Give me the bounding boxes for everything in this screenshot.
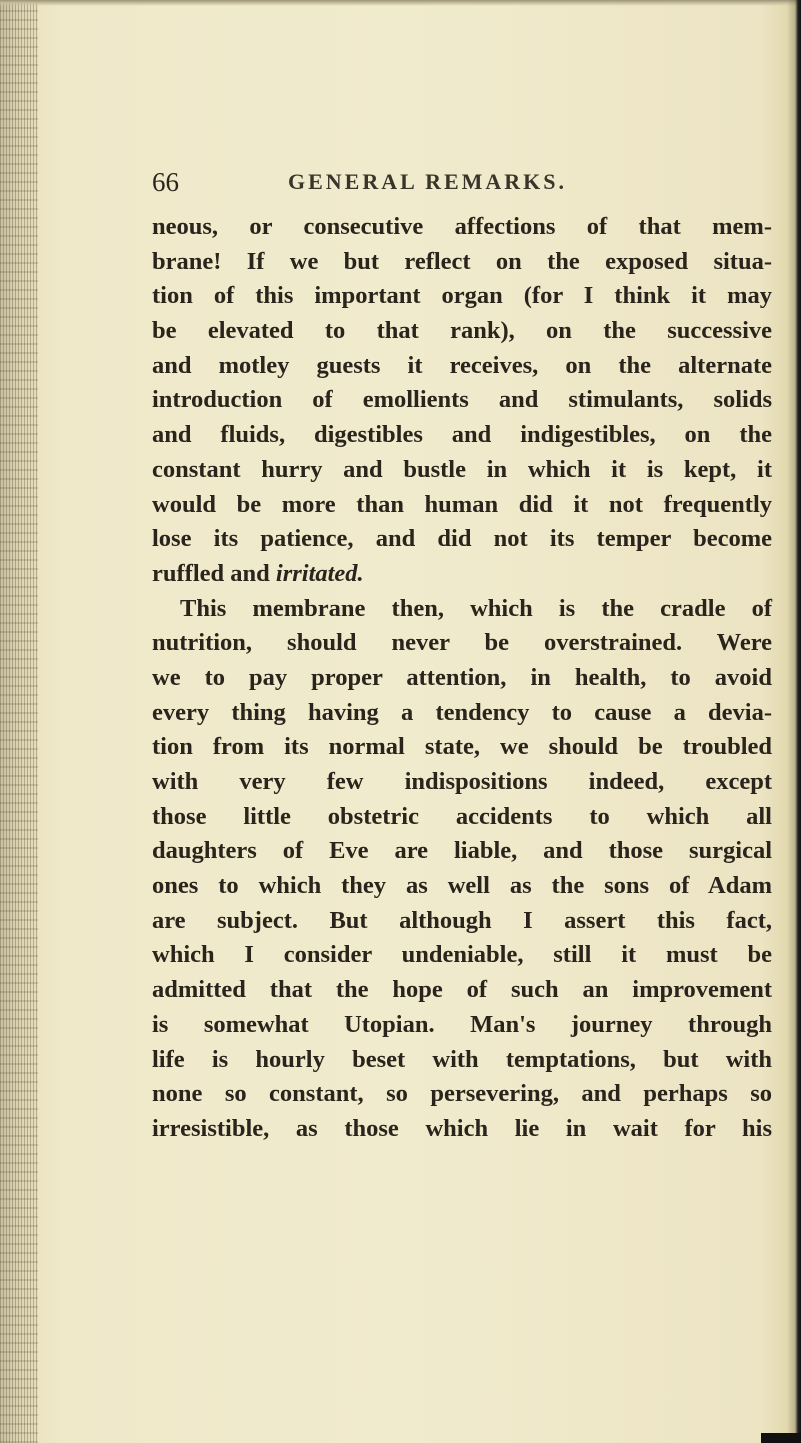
text-line: would be more than human did it not frequently [152, 490, 772, 518]
running-title: GENERAL REMARKS. [288, 169, 568, 194]
text-line: neous, or consecutive affections of that mem- [152, 213, 772, 240]
text-line-final [152, 557, 772, 592]
text-line: and fluids, digestibles and indigestibles, on the [152, 421, 772, 449]
text-line: none so constant, so persevering, and perhaps so [152, 1080, 772, 1108]
text-line: those little obstetric accidents to which all [152, 802, 772, 830]
body-text [152, 210, 772, 1147]
text-line: nutrition, should never be overstrained. Were [152, 629, 772, 657]
emphasis-text: irritated. [275, 559, 364, 587]
text-line: irresistible, as those which lie in wait for his [152, 1114, 772, 1142]
text-line: tion of this important organ (for I think it may [152, 282, 772, 310]
text-line: every thing having a tendency to cause a devia- [152, 698, 772, 726]
text-line: ones to which they as well as the sons of Adam [152, 872, 772, 900]
text-line: is somewhat Utopian. Man's journey through [152, 1010, 772, 1038]
text-line: and motley guests it receives, on the alternate [152, 351, 772, 379]
page-header [152, 166, 752, 198]
top-edge [0, 0, 801, 6]
text-line: admitted that the hope of such an improvement [152, 976, 772, 1004]
paragraph-2 [152, 592, 772, 1147]
text-line: which I consider undeniable, still it must be [152, 941, 772, 969]
binding-gutter [0, 0, 38, 1443]
page-number: 66 [152, 167, 179, 197]
text-line: with very few indispositions indeed, except [152, 768, 772, 795]
text-line: daughters of Eve are liable, and those surgical [152, 837, 772, 865]
text-line: we to pay proper attention, in health, to avoid [152, 663, 772, 691]
text-line: introduction of emollients and stimulants, solids [152, 386, 772, 414]
text-line: lose its patience, and did not its temper become [152, 525, 772, 553]
corner-mark [761, 1433, 801, 1443]
text-line: brane! If we but reflect on the exposed situa- [152, 247, 772, 275]
text-line: be elevated to that rank), on the successive [152, 317, 772, 345]
text-line: This membrane then, which is the cradle of [180, 594, 772, 622]
text-line: are subject. But although I assert this fact, [152, 906, 772, 934]
text-line: life is hourly beset with temptations, but with [152, 1045, 772, 1073]
text-fragment: ruffled and [152, 559, 276, 587]
paragraph-1 [152, 210, 772, 592]
text-line: constant hurry and bustle in which it is kept, it [152, 455, 772, 483]
right-page-edge [787, 0, 801, 1443]
text-line: tion from its normal state, we should be troubled [152, 733, 772, 761]
